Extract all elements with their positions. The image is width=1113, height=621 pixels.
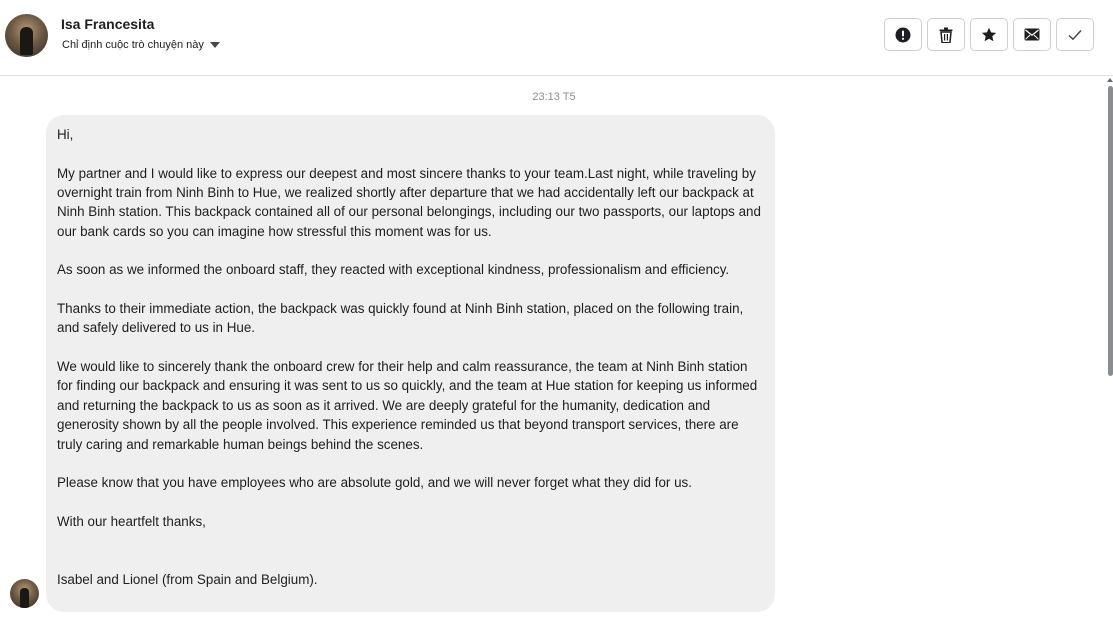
scrollbar-thumb[interactable] [1108, 86, 1113, 376]
message-signature: Isabel and Lionel (from Spain and Belgium). [57, 572, 318, 588]
message-paragraph-3: Thanks to their immediate action, the backpack was quickly found at Ninh Binh station, placed on the following train, and safely delivered to us in Hue. [57, 301, 744, 336]
mark-done-button[interactable] [1056, 18, 1094, 51]
message-timestamp: 23:13 T5 [532, 91, 576, 103]
caret-down-icon [210, 42, 220, 48]
sender-avatar[interactable] [10, 579, 39, 608]
assign-conversation-dropdown[interactable] [62, 39, 220, 51]
avatar-figure [20, 588, 29, 608]
scroll-up-arrow[interactable] [1107, 78, 1113, 82]
checkmark-icon [1068, 29, 1082, 41]
delete-button[interactable] [927, 18, 965, 51]
trash-icon [939, 27, 953, 43]
message-paragraph-4: We would like to sincerely thank the onboard crew for their help and calm reassurance, the team at Ninh Binh station for finding our backpack and ensuring it was sent to us so quickly, and the team at Hue station for keeping us informed and returning the backpack to us as soon as it arrived. We are deeply grateful for the humanity, dedication and generosity shown by all the people involved. This experience reminded us that beyond transport services, there are truly caring and remarkable human beings behind the scenes. [57, 359, 758, 452]
message-paragraph-5: Please know that you have employees who are absolute gold, and we will never forget what they did for us. [57, 475, 692, 491]
follow-up-button[interactable] [970, 18, 1008, 51]
conversation-actions [884, 18, 1094, 51]
mark-spam-button[interactable] [884, 18, 922, 51]
message-closing: With our heartfelt thanks, [57, 513, 206, 529]
assign-conversation-label: Chỉ định cuộc trò chuyện này [62, 39, 204, 51]
avatar-figure [20, 27, 33, 55]
contact-name[interactable]: Isa Francesita [61, 16, 155, 32]
envelope-icon [1024, 28, 1040, 41]
star-icon [981, 27, 997, 43]
message-greeting: Hi, [57, 127, 74, 142]
mark-unread-button[interactable] [1013, 18, 1051, 51]
exclamation-circle-icon [895, 27, 911, 43]
conversation-header [0, 0, 1113, 76]
message-bubble [46, 115, 775, 612]
message-paragraph-1: My partner and I would like to express our deepest and most sincere thanks to your team.Last night, while traveling by overnight train from Ninh Binh to Hue, we realized shortly after departure that we had accidentally left our backpack at Ninh Binh station. This backpack contained all of our personal belongings, including our two passports, our laptops and our bank cards so you can imagine how stressful this moment was for us. [57, 165, 761, 239]
contact-avatar[interactable] [5, 14, 48, 57]
message-paragraph-2: As soon as we informed the onboard staff, they reacted with exceptional kindness, professionalism and efficiency. [57, 262, 730, 278]
